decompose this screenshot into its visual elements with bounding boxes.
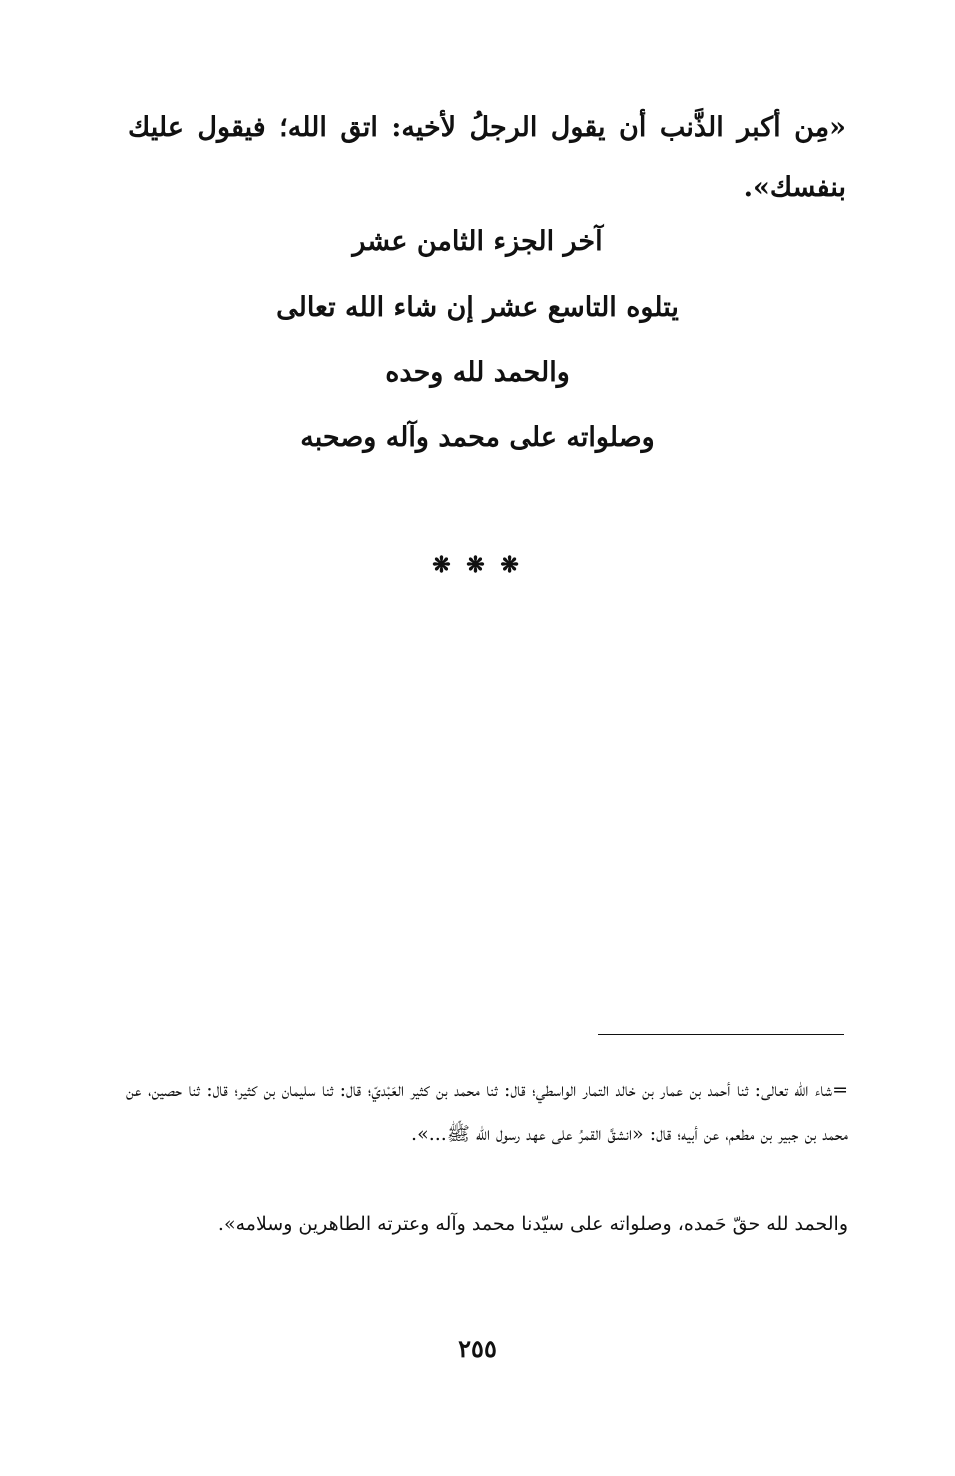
colophon-line-next-part: يتلوه التاسع عشر إن شاء الله تعالى xyxy=(276,292,679,323)
section-separator-stars: ❋ ❋ ❋ xyxy=(432,552,523,578)
page-number: ٢٥٥ xyxy=(458,1334,497,1363)
footnote-closing-praise: والحمد لله حقّ حَمده، وصلواته على سيّدنا محمد وآله وعترته الطاهرين وسلامه». xyxy=(217,1213,848,1235)
colophon-line-praise: والحمد لله وحده xyxy=(385,357,570,388)
footnote-divider xyxy=(598,1034,844,1035)
colophon-line-blessings: وصلواته على محمد وآله وصحبه xyxy=(300,422,655,453)
main-text-paragraph: «مِن أكبر الذَّنب أن يقول الرجلُ لأخيه: اتق الله؛ فيقول عليك بنفسك». xyxy=(128,112,846,203)
colophon-line-end-of-part: آخر الجزء الثامن عشر xyxy=(352,226,603,257)
footnote-continuation: =شاء الله تعالى: ثنا أحمد بن عمار بن خالد التمار الواسطي؛ قال: ثنا محمد بن كثير العَبْديّ؛ قال: ثنا سليمان بن كثير؛ قال: ثنا حصين، عن محمد بن جبير بن مطعم، عن أبيه؛ قال: «انشقَّ القمرُ على عهد رسول الله ﷺ...». xyxy=(126,1079,848,1145)
